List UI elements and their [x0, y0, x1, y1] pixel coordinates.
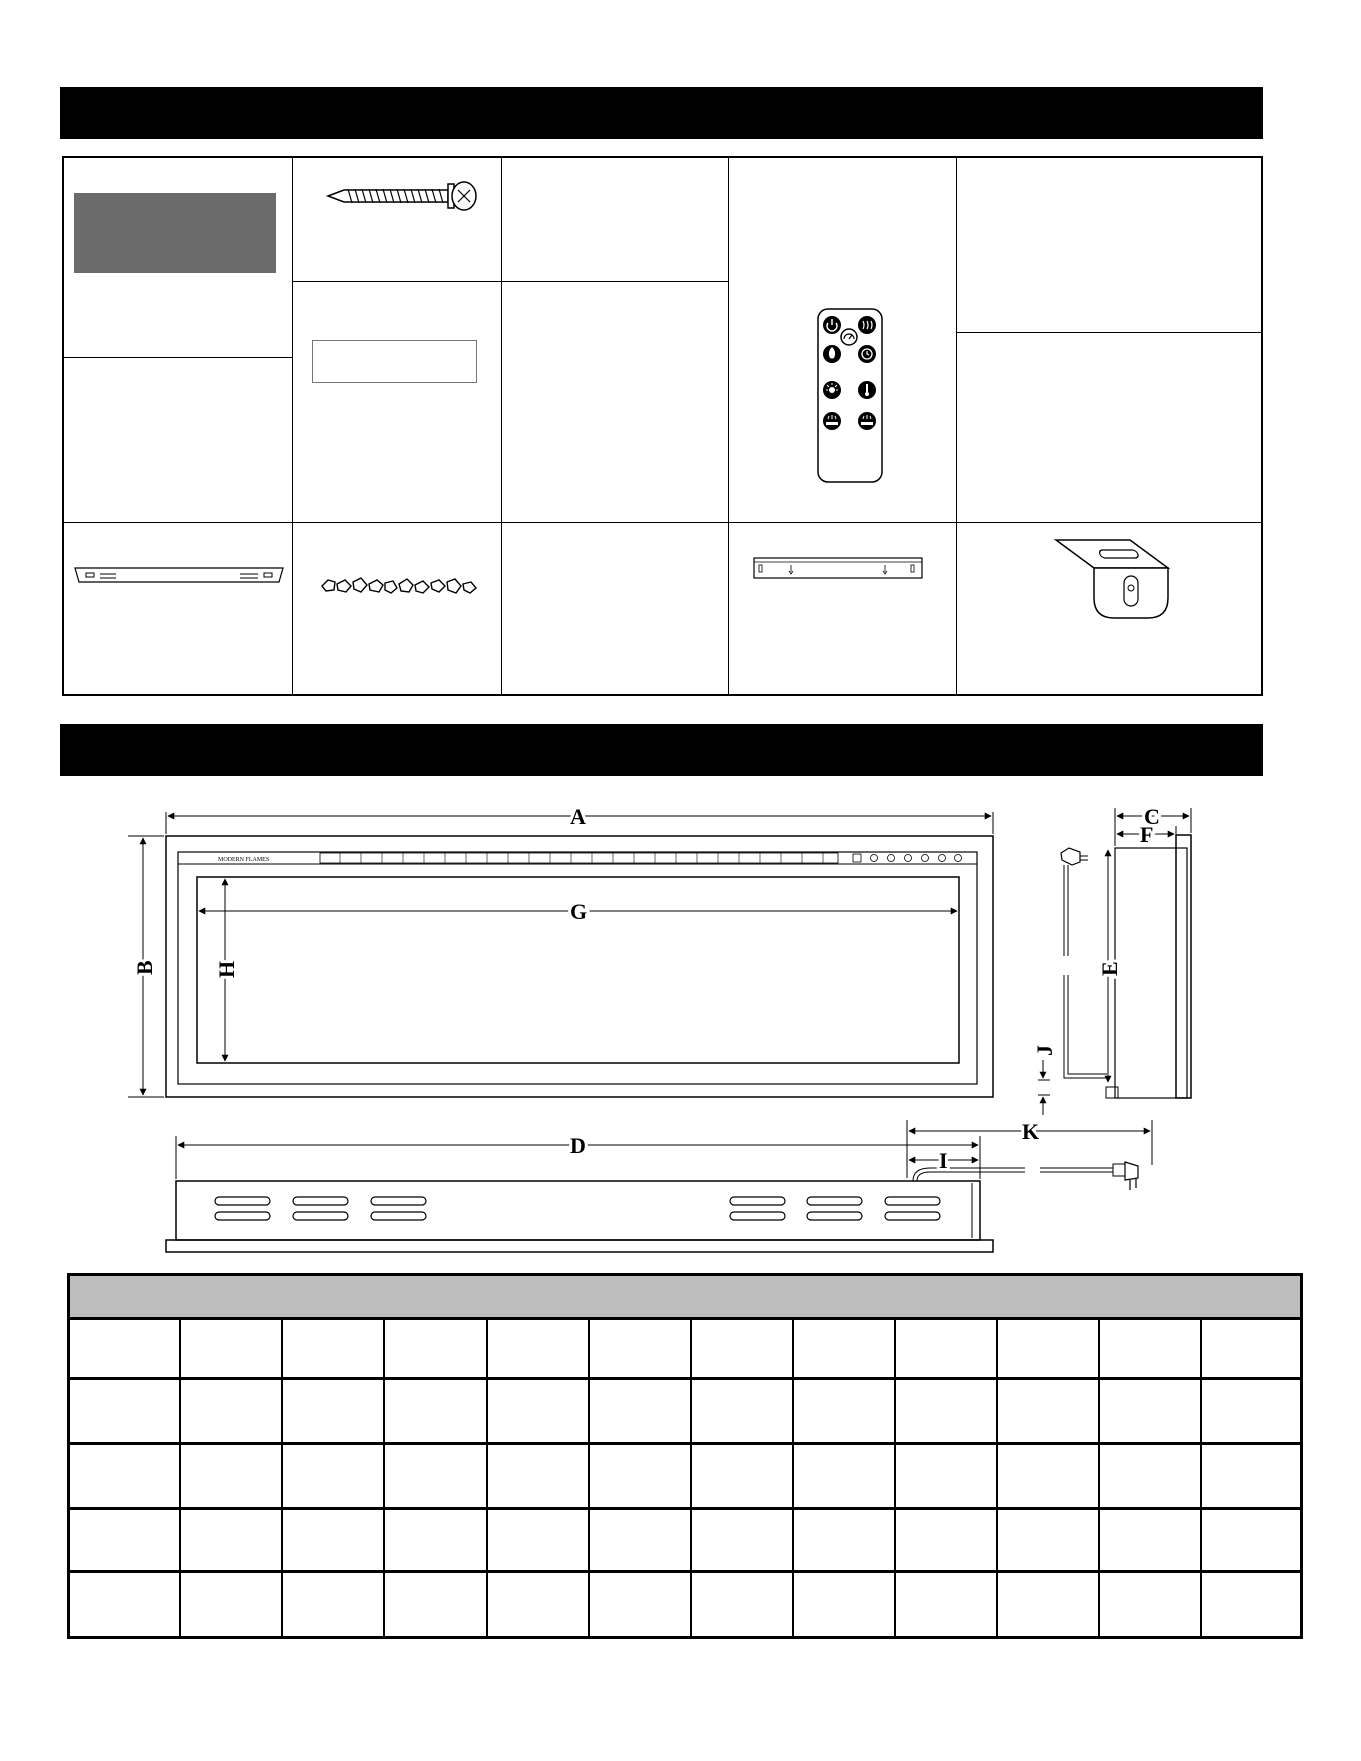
dim-label-g: G [570, 899, 588, 924]
front-view [166, 836, 993, 1097]
dim-label-h: H [214, 960, 239, 978]
dim-label-d: D [570, 1133, 586, 1158]
dim-label-b: B [132, 960, 157, 975]
side-view [1061, 835, 1191, 1098]
dim-label-c: C [1144, 804, 1160, 829]
dimension-table-header [70, 1276, 1300, 1320]
dim-label-k: K [1022, 1119, 1040, 1144]
dim-label-a: A [570, 804, 586, 829]
brand-text: MODERN FLAMES [218, 857, 270, 863]
dim-label-e: E [1097, 961, 1122, 976]
dimension-table [67, 1273, 1303, 1639]
dim-label-i: I [939, 1148, 948, 1173]
dim-label-j: J [1032, 1045, 1057, 1056]
bottom-view [166, 1162, 1138, 1252]
dim-label-f: F [1140, 822, 1154, 847]
